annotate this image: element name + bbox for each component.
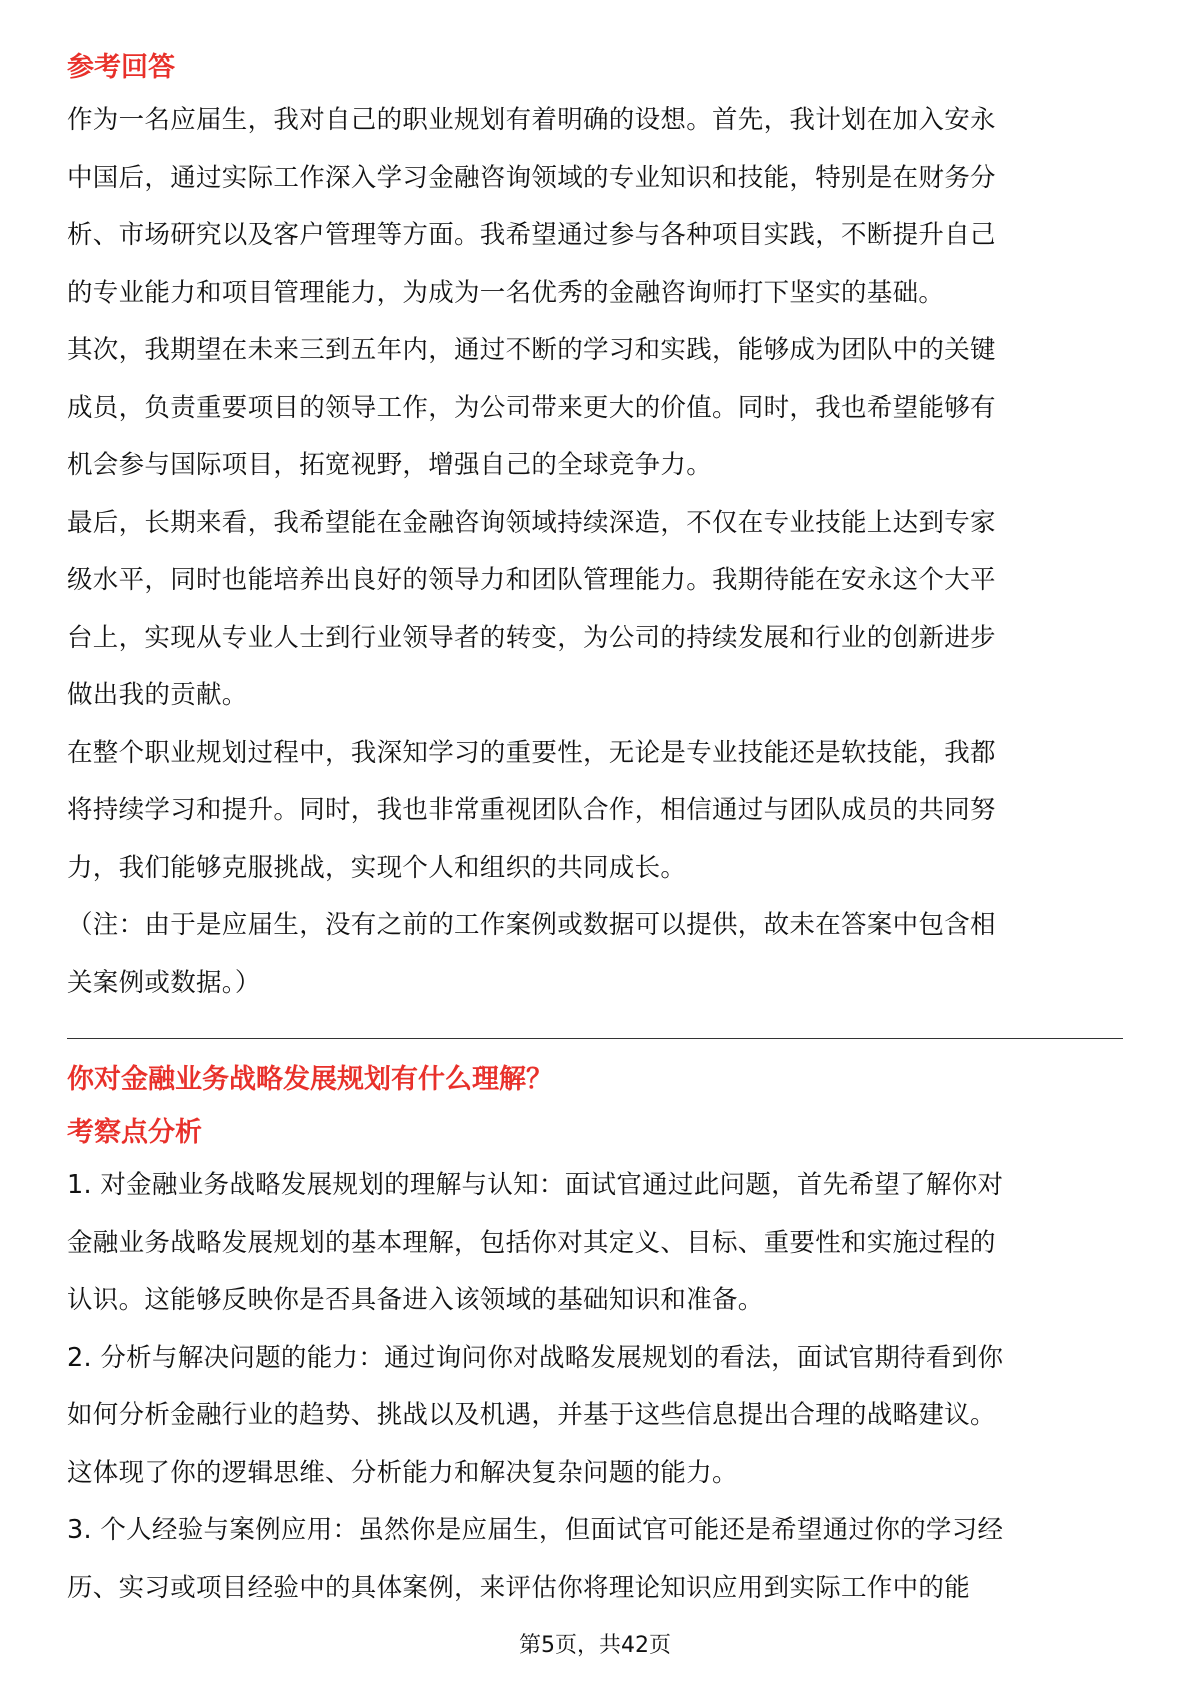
text-line: 这体现了你的逻辑思维、分析能力和解决复杂问题的能力。 [67,1457,738,1488]
section-divider [67,1038,1123,1039]
analysis-paragraphs [67,1157,1127,1617]
analysis-point-1 [67,1157,1127,1330]
text-line: 台上，实现从专业人士到行业领导者的转变，为公司的持续发展和行业的创新进步 [67,622,996,653]
text-line: 认识。这能够反映你是否具备进入该领域的基础知识和准备。 [67,1285,764,1315]
text-line: 关案例或数据。） [67,967,261,998]
text-line: 金融业务战略发展规划的基本理解，包括你对其定义、目标、重要性和实施过程的 [67,1227,996,1258]
text-line: 成员，负责重要项目的领导工作，为公司带来更大的价值。同时，我也希望能够有 [67,392,996,423]
text-line: 3. 个人经验与案例应用：虽然你是应届生，但面试官可能还是希望通过你的学习经 [67,1515,1004,1545]
text-line: 在整个职业规划过程中，我深知学习的重要性，无论是专业技能还是软技能，我都 [67,737,996,768]
document-page [67,44,1127,1617]
text-line: 将持续学习和提升。同时，我也非常重视团队合作，相信通过与团队成员的共同努 [67,795,996,825]
answer-note [67,897,1127,1012]
text-line: 其次，我期望在未来三到五年内，通过不断的学习和实践，能够成为团队中的关键 [67,335,996,365]
answer-paragraphs [67,92,1127,1012]
text-line: 历、实习或项目经验中的具体案例，来评估你将理论知识应用到实际工作中的能 [67,1572,971,1603]
answer-paragraph-4 [67,725,1127,898]
text-line: 如何分析金融行业的趋势、挑战以及机遇，并基于这些信息提出合理的战略建议。 [67,1400,996,1430]
analysis-heading: 考察点分析 [67,1117,202,1148]
answer-heading: 参考回答 [67,52,175,83]
text-line: 的专业能力和项目管理能力，为成为一名优秀的金融咨询师打下坚实的基础。 [67,277,945,308]
text-line: （注：由于是应届生，没有之前的工作案例或数据可以提供，故未在答案中包含相 [67,910,996,940]
answer-paragraph-2 [67,322,1127,495]
text-line: 中国后，通过实际工作深入学习金融咨询领域的专业知识和技能，特别是在财务分 [67,162,996,193]
answer-paragraph-1 [67,92,1127,322]
text-line: 析、市场研究以及客户管理等方面。我希望通过参与各种项目实践，不断提升自己 [67,220,996,250]
question-title: 你对金融业务战略发展规划有什么理解？ [67,1064,553,1095]
text-line: 机会参与国际项目，拓宽视野，增强自己的全球竞争力。 [67,450,713,480]
answer-paragraph-3 [67,495,1127,725]
text-line: 2. 分析与解决问题的能力：通过询问你对战略发展规划的看法，面试官期待看到你 [67,1342,1004,1373]
analysis-point-2 [67,1330,1127,1503]
text-line: 作为一名应届生，我对自己的职业规划有着明确的设想。首先，我计划在加入安永 [67,105,996,135]
page-indicator: 第5页，共42页 [519,1633,671,1658]
text-line: 力，我们能够克服挑战，实现个人和组织的共同成长。 [67,852,687,883]
analysis-point-3 [67,1502,1127,1617]
text-line: 1. 对金融业务战略发展规划的理解与认知：面试官通过此问题，首先希望了解你对 [67,1170,1004,1200]
text-line: 最后，长期来看，我希望能在金融咨询领域持续深造，不仅在专业技能上达到专家 [67,507,996,538]
text-line: 级水平，同时也能培养出良好的领导力和团队管理能力。我期待能在安永这个大平 [67,565,996,595]
text-line: 做出我的贡献。 [67,680,248,710]
